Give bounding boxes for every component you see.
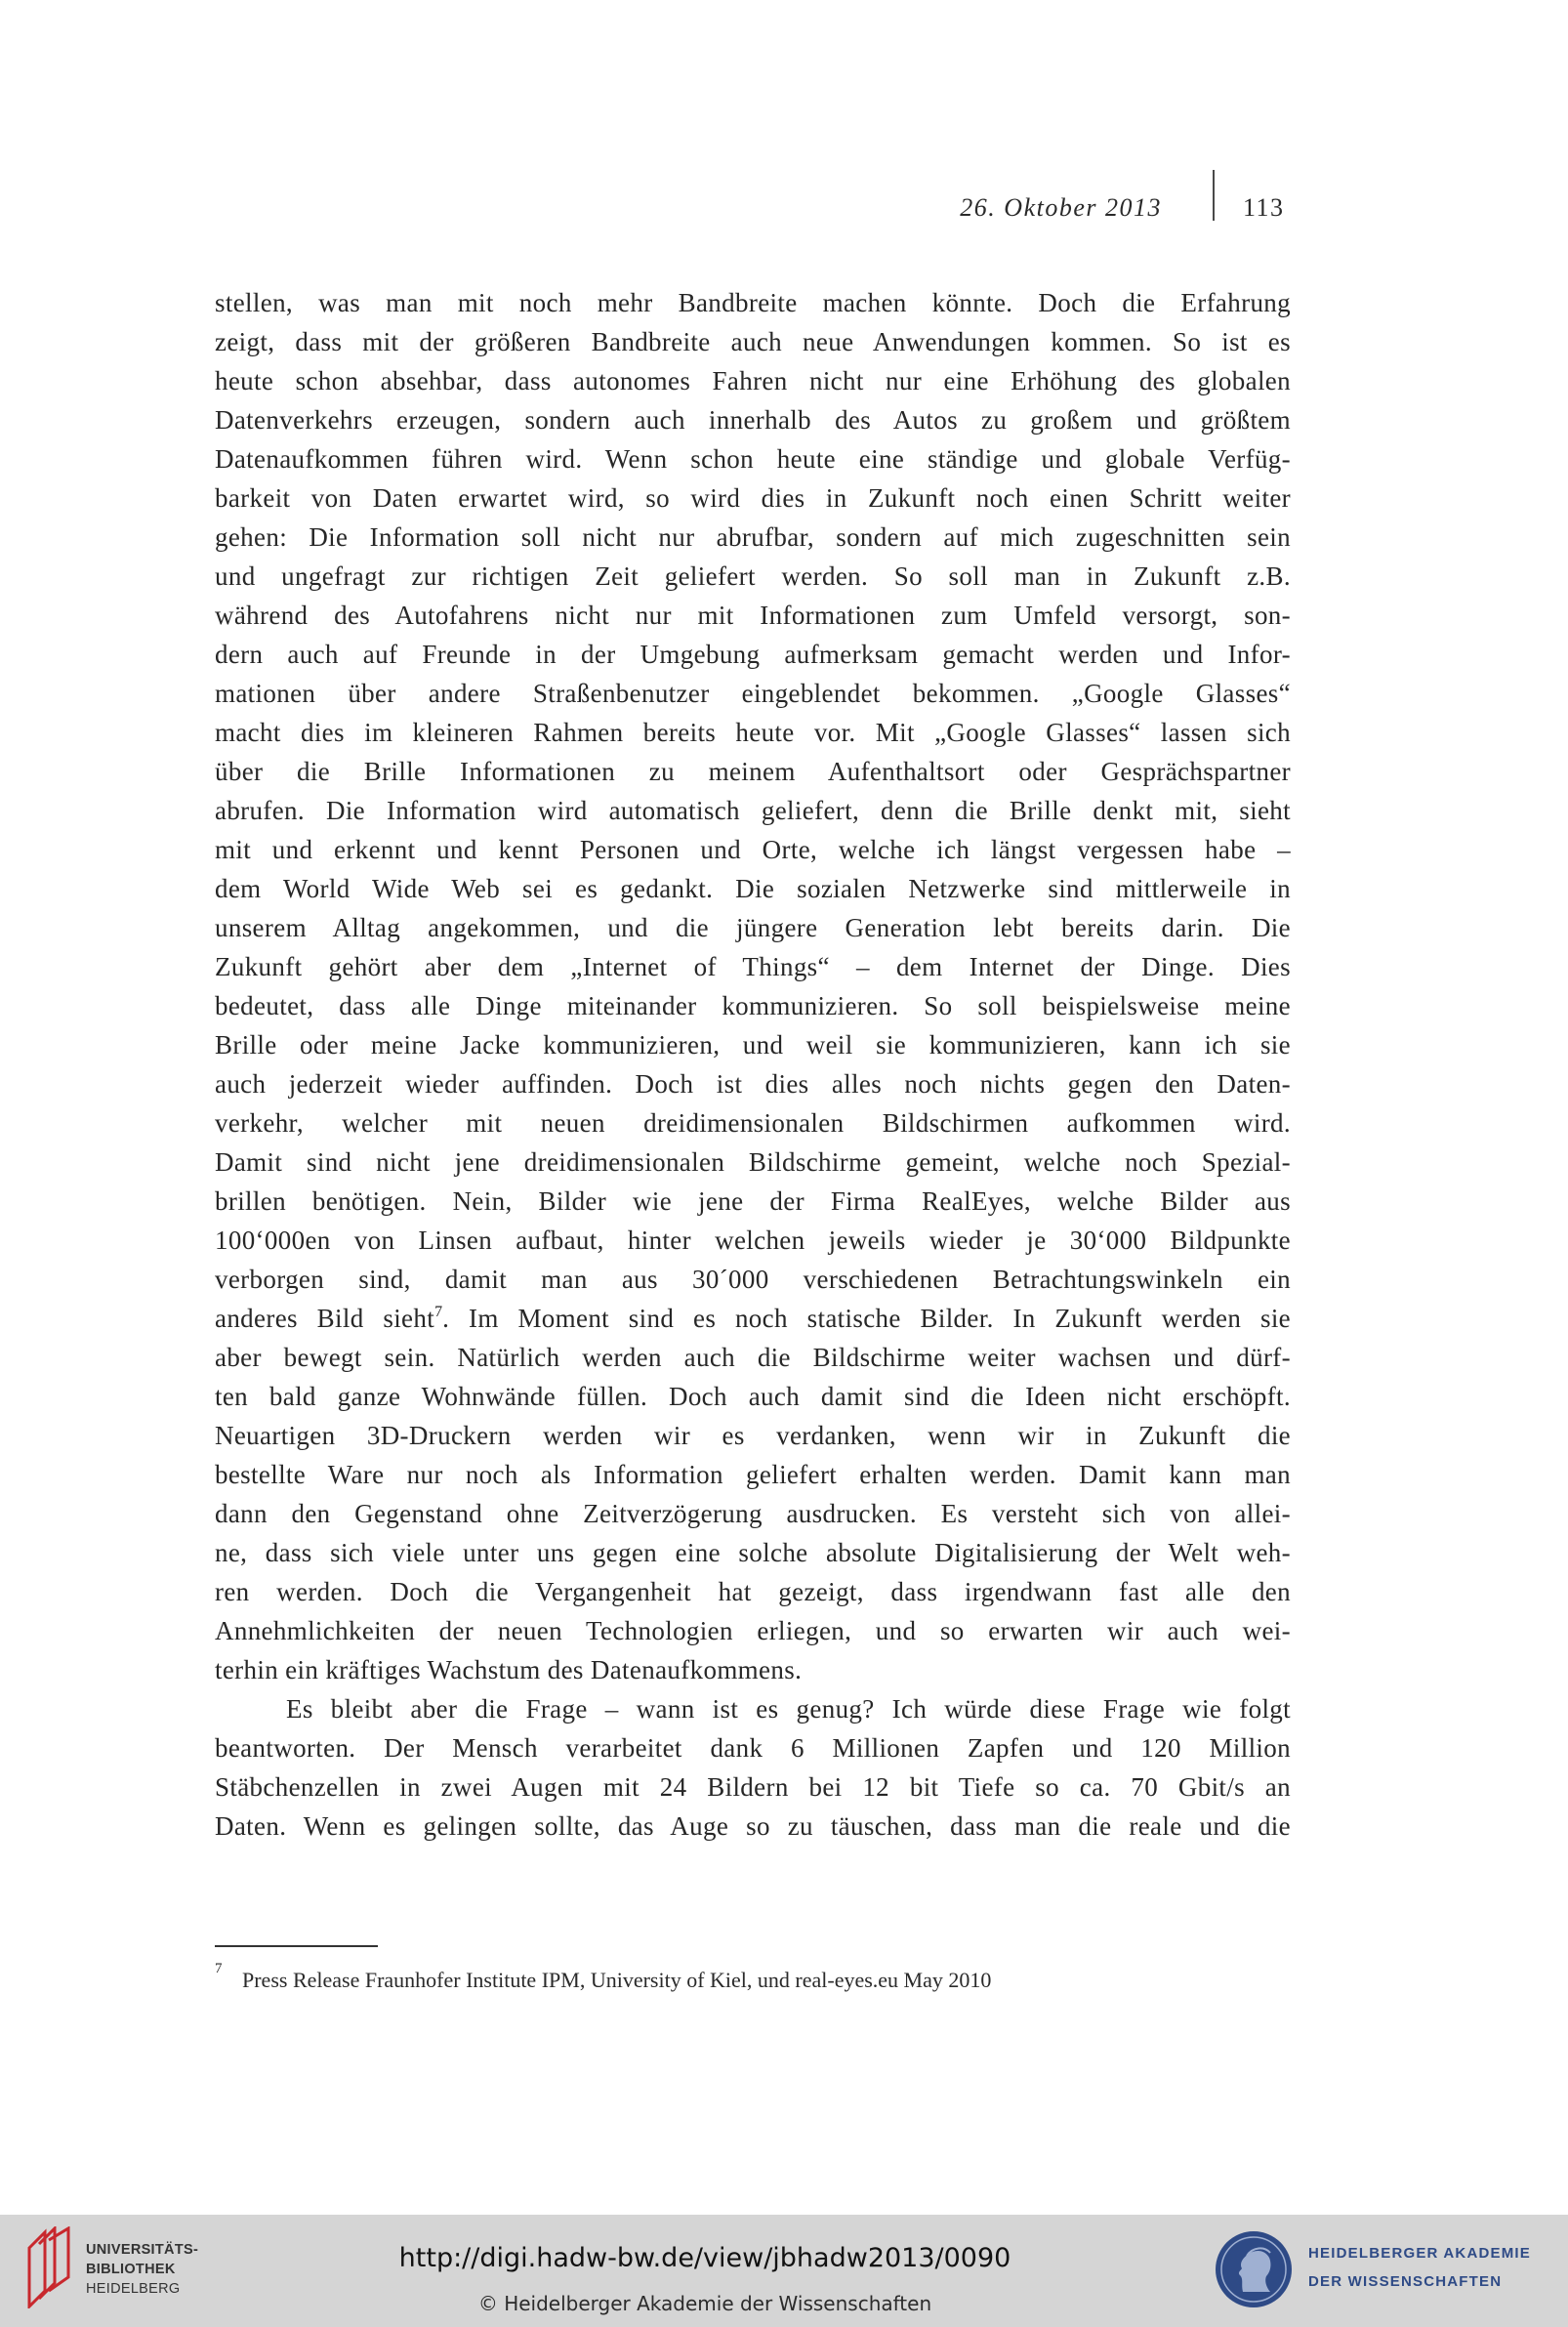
ub-heidelberg-logo-icon xyxy=(26,2226,71,2308)
body-line xyxy=(215,1299,1291,1338)
body-paragraph xyxy=(215,1689,1291,1846)
body-line: dem World Wide Web sei es gedankt. Die sozialen Netzwerke sind mittlerweile in xyxy=(215,874,1291,903)
body-line: Daten. Wenn es gelingen sollte, das Auge so zu täuschen, dass man die reale und die xyxy=(215,1811,1291,1841)
body-line: verkehr, welcher mit neuen dreidimensionalen Bildschirmen aufkommen wird. xyxy=(215,1108,1291,1138)
body-line: barkeit von Daten erwartet wird, so wird dies in Zukunft noch einen Schritt weiter xyxy=(215,483,1291,513)
body-line: gehen: Die Information soll nicht nur abrufbar, sondern auf mich zugeschnitten sein xyxy=(215,522,1291,552)
hadw-logo-text xyxy=(1308,2239,1531,2296)
footnote-number: 7 xyxy=(215,1961,223,1976)
body-line: abrufen. Die Information wird automatisch geliefert, denn die Brille denkt mit, sieht xyxy=(215,796,1291,825)
body-line: bestellte Ware nur noch als Information geliefert erhalten werden. Damit kann man xyxy=(215,1460,1291,1489)
ub-logo-line: UNIVERSITÄTS- xyxy=(86,2242,199,2258)
page-number: 113 xyxy=(1243,193,1285,222)
body-line: mit und erkennt und kennt Personen und Orte, welche ich längst vergessen habe – xyxy=(215,835,1291,864)
body-line: 100‘000en von Linsen aufbaut, hinter welchen jeweils wieder je 30‘000 Bildpunkte xyxy=(215,1226,1291,1255)
permalink-url: http://digi.hadw-bw.de/view/jbhadw2013/0090 xyxy=(398,2243,1011,2273)
hadw-logo-line: HEIDELBERGER AKADEMIE xyxy=(1308,2245,1531,2262)
footnote xyxy=(215,1961,1250,1994)
body-line: Stäbchenzellen in zwei Augen mit 24 Bildern bei 12 bit Tiefe so ca. 70 Gbit/s an xyxy=(215,1772,1291,1802)
body-line: dern auch auf Freunde in der Umgebung aufmerksam gemacht werden und Infor- xyxy=(215,640,1291,669)
body-line: auch jederzeit wieder auffinden. Doch ist dies alles noch nichts gegen den Daten- xyxy=(215,1069,1291,1099)
body-line: ren werden. Doch die Vergangenheit hat gezeigt, dass irgendwann fast alle den xyxy=(215,1577,1291,1606)
body-line: und ungefragt zur richtigen Zeit geliefert werden. So soll man in Zukunft z.B. xyxy=(215,561,1291,591)
body-line: ne, dass sich viele unter uns gegen eine solche absolute Digitalisierung der Welt weh- xyxy=(215,1538,1291,1567)
body-line: Damit sind nicht jene dreidimensionalen Bildschirme gemeint, welche noch Spezial- xyxy=(215,1147,1291,1177)
hadw-logo-line: DER WISSENSCHAFTEN xyxy=(1308,2273,1503,2290)
ub-heidelberg-logo-text xyxy=(86,2240,198,2299)
footnote-text: Press Release Fraunhofer Institute IPM, University of Kiel, und real-eyes.eu May 2010 xyxy=(242,1968,992,1992)
body-line: Datenverkehrs erzeugen, sondern auch innerhalb des Autos zu großem und größtem xyxy=(215,405,1291,435)
body-line: macht dies im kleineren Rahmen bereits heute vor. Mit „Google Glasses“ lassen sich xyxy=(215,718,1291,747)
body-line: verborgen sind, damit man aus 30´000 verschiedenen Betrachtungswinkeln ein xyxy=(215,1265,1291,1294)
body-line: aber bewegt sein. Natürlich werden auch die Bildschirme weiter wachsen und dürf- xyxy=(215,1343,1291,1372)
body-line: terhin ein kräftiges Wachstum des Datenaufkommens. xyxy=(215,1655,803,1684)
body-line: Datenaufkommen führen wird. Wenn schon heute eine ständige und globale Verfüg- xyxy=(215,444,1291,474)
body-line: Zukunft gehört aber dem „Internet of Things“ – dem Internet der Dinge. Dies xyxy=(215,952,1291,981)
body-line: brillen benötigen. Nein, Bilder wie jene der Firma RealEyes, welche Bilder aus xyxy=(215,1186,1291,1216)
digitization-banner xyxy=(0,2215,1568,2327)
body-line: heute schon absehbar, dass autonomes Fahren nicht nur eine Erhöhung des globalen xyxy=(215,366,1291,395)
ub-logo-line: BIBLIOTHEK xyxy=(86,2262,176,2277)
running-head-date: 26. Oktober 2013 xyxy=(960,193,1162,222)
body-line-segment: anderes Bild sieht xyxy=(215,1304,435,1333)
footnote-separator xyxy=(215,1945,378,1947)
body-line: ten bald ganze Wohnwände füllen. Doch auch damit sind die Ideen nicht erschöpft. xyxy=(215,1382,1291,1411)
body-line: unserem Alltag angekommen, und die jüngere Generation lebt bereits darin. Die xyxy=(215,913,1291,942)
footnote-reference: 7 xyxy=(434,1304,443,1320)
body-line: während des Autofahrens nicht nur mit Informationen zum Umfeld versorgt, son- xyxy=(215,601,1291,630)
body-line: bedeutet, dass alle Dinge miteinander kommunizieren. So soll beispielsweise meine xyxy=(215,991,1291,1020)
body-line: dann den Gegenstand ohne Zeitverzögerung ausdrucken. Es versteht sich von allei- xyxy=(215,1499,1291,1528)
running-head-divider xyxy=(1213,170,1215,221)
body-line-segment: . Im Moment sind es noch statische Bilder. In Zukunft werden sie xyxy=(442,1304,1292,1333)
body-line: Neuartigen 3D-Druckern werden wir es verdanken, wenn wir in Zukunft die xyxy=(215,1421,1291,1450)
body-text xyxy=(215,283,1291,1846)
body-line: beantworten. Der Mensch verarbeitet dank 6 Millionen Zapfen und 120 Million xyxy=(215,1733,1291,1763)
body-line: über die Brille Informationen zu meinem Aufenthaltsort oder Gesprächspartner xyxy=(215,757,1291,786)
ub-logo-line: HEIDELBERG xyxy=(86,2281,181,2297)
body-paragraph xyxy=(215,283,1291,1689)
body-line: stellen, was man mit noch mehr Bandbreite machen könnte. Doch die Erfahrung xyxy=(215,288,1291,317)
body-line: Brille oder meine Jacke kommunizieren, und weil sie kommunizieren, kann ich sie xyxy=(215,1030,1291,1060)
hadw-emblem-icon xyxy=(1214,2229,1294,2309)
body-line: Es bleibt aber die Frage – wann ist es genug? Ich würde diese Frage wie folgt xyxy=(286,1694,1291,1724)
copyright-notice: © Heidelberger Akademie der Wissenschaften xyxy=(477,2292,932,2315)
body-line: mationen über andere Straßenbenutzer eingeblendet bekommen. „Google Glasses“ xyxy=(215,679,1291,708)
body-line: zeigt, dass mit der größeren Bandbreite auch neue Anwendungen kommen. So ist es xyxy=(215,327,1291,356)
body-line: Annehmlichkeiten der neuen Technologien erliegen, und so erwarten wir auch wei- xyxy=(215,1616,1291,1645)
